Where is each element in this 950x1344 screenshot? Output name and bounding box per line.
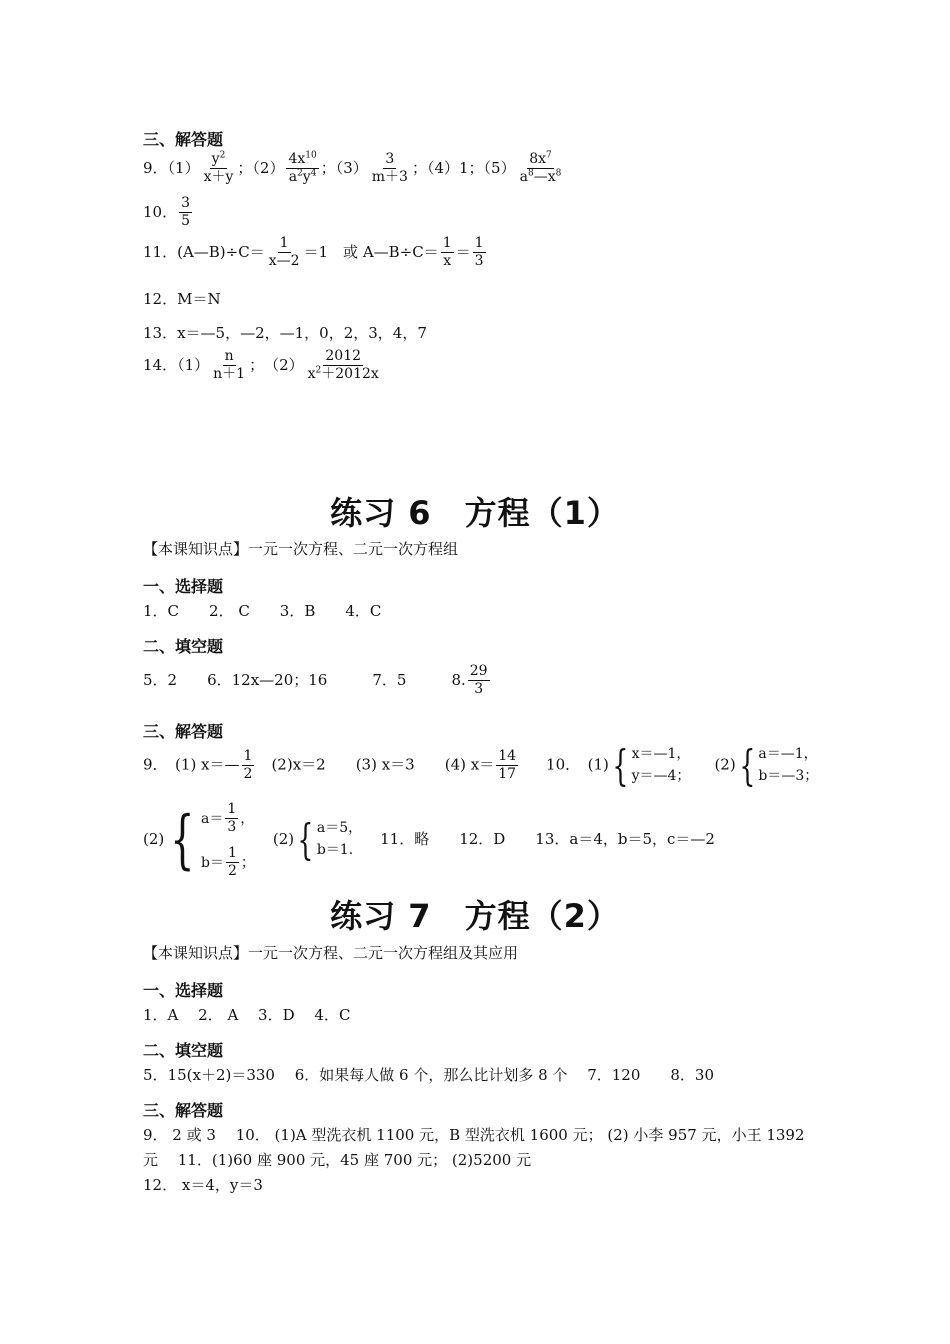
equation-system: { x＝—1， y＝—4； bbox=[612, 740, 691, 790]
ex6-heading-fill: 二、填空题 bbox=[143, 637, 224, 656]
fraction: $\frac{1}{x}$ bbox=[442, 235, 452, 270]
q9-lead: 9．（1） bbox=[143, 158, 200, 177]
ex7-heading-answers: 三、解答题 bbox=[143, 1101, 224, 1120]
exercise-7-knowledge: 【本课知识点】一元一次方程、二元一次方程组及其应用 bbox=[143, 944, 519, 962]
exercise-6-title: 练习 6 方程（1） bbox=[330, 494, 620, 532]
answer-q11: 11．(A—B)÷C＝ $\frac{1}{x—2}$ ＝1 或 A—B÷C＝ $\frac{1}{x}$ ＝ $\frac{1}{3}$ bbox=[143, 235, 484, 270]
equation-system: { a＝—1， b＝—3； bbox=[739, 740, 819, 790]
ex6-heading-choice: 一、选择题 bbox=[143, 577, 224, 596]
fraction: $\frac{1}{2}$ bbox=[243, 747, 253, 783]
section-heading-answers: 三、解答题 bbox=[143, 130, 224, 149]
ex7-choice-answers: 1．A 2． A 3．D 4．C bbox=[143, 1006, 351, 1024]
exercise-7-title: 练习 7 方程（2） bbox=[330, 897, 620, 935]
fraction: $\frac{29}{3}$ bbox=[469, 663, 488, 698]
fraction: $\frac{1}{3}$ bbox=[474, 235, 484, 270]
answer-q9: 9．（1） $\frac{y^2}{x+y}$ ；（2） $\frac{4x^{10}}{a^2y^4}$ ；（3） $\frac{3}{m+3}$ ；（4）1；（5） $\frac{8x^7}{a^8—x^8}$ bbox=[143, 150, 562, 186]
equation-system: { a＝5， b＝1. bbox=[297, 814, 363, 864]
ex6-choice-answers: 1．C 2． C 3．B 4．C bbox=[143, 602, 382, 620]
ex6-heading-answers: 三、解答题 bbox=[143, 722, 224, 741]
answer-q13: 13．x＝—5，—2，—1，0，2，3，4，7 bbox=[143, 324, 427, 342]
ex7-heading-fill: 二、填空题 bbox=[143, 1041, 224, 1060]
fraction: $\frac{2012}{x^2+2012x}$ bbox=[307, 348, 379, 383]
fraction: $\frac{8x^7}{a^8—x^8}$ bbox=[519, 150, 562, 186]
fraction: $\frac{1}{x—2}$ bbox=[268, 235, 300, 270]
ex7-answer-line-3: 12． x＝4，y＝3 bbox=[143, 1176, 263, 1194]
fraction: $\frac{y^2}{x+y}$ bbox=[203, 150, 234, 186]
ex7-answer-line-2: 元 11．(1)60 座 900 元，45 座 700 元； (2)5200 元 bbox=[143, 1151, 532, 1169]
fraction: $\frac{n}{n+1}$ bbox=[213, 348, 246, 383]
ex6-answer-row-1: 9． (1) x＝— $\frac{1}{2}$ (2)x＝2 (3) x＝3 (4) x＝ $\frac{14}{17}$ 10． (1) { x＝—1， y＝—4； (2) { a＝—1， b＝—3； bbox=[143, 740, 819, 790]
ex7-heading-choice: 一、选择题 bbox=[143, 981, 224, 1000]
ex6-fill-answers: 5．2 6．12x—20；16 7．5 8. $\frac{29}{3}$ bbox=[143, 663, 488, 698]
ex6-answer-row-2: (2) { a＝ $\frac{1}{3}$ ， b＝ $\frac{1}{2}$ ； (2) { a＝5， b＝1. 11．略 12．D 13．a＝4，b＝5，c＝—2 bbox=[143, 801, 715, 880]
fraction: $\frac{3}{m+3}$ bbox=[371, 151, 408, 186]
exercise-6-knowledge: 【本课知识点】一元一次方程、二元一次方程组 bbox=[143, 540, 459, 558]
ex7-answer-line-1: 9． 2 或 3 10． (1)A 型洗衣机 1100 元，B 型洗衣机 1600 元； (2) 小李 957 元，小王 1392 bbox=[143, 1126, 805, 1144]
fraction: $\frac{14}{17}$ bbox=[498, 747, 517, 783]
answer-q10: 10． $\frac{3}{5}$ bbox=[143, 195, 191, 230]
fraction: $\frac{4x^{10}}{a^2y^4}$ bbox=[288, 150, 317, 186]
fraction: $\frac{3}{5}$ bbox=[181, 195, 191, 230]
equation-system: { a＝ $\frac{1}{3}$ ， b＝ $\frac{1}{2}$ ； bbox=[170, 801, 255, 880]
ex7-fill-answers: 5．15(x＋2)＝330 6．如果每人做 6 个，那么比计划多 8 个 7．120 8．30 bbox=[143, 1066, 715, 1084]
answer-q12: 12．M＝N bbox=[143, 290, 221, 308]
answer-q14: 14．（1） $\frac{n}{n+1}$ ； （2） $\frac{2012}{x^2+2012x}$ bbox=[143, 348, 379, 383]
